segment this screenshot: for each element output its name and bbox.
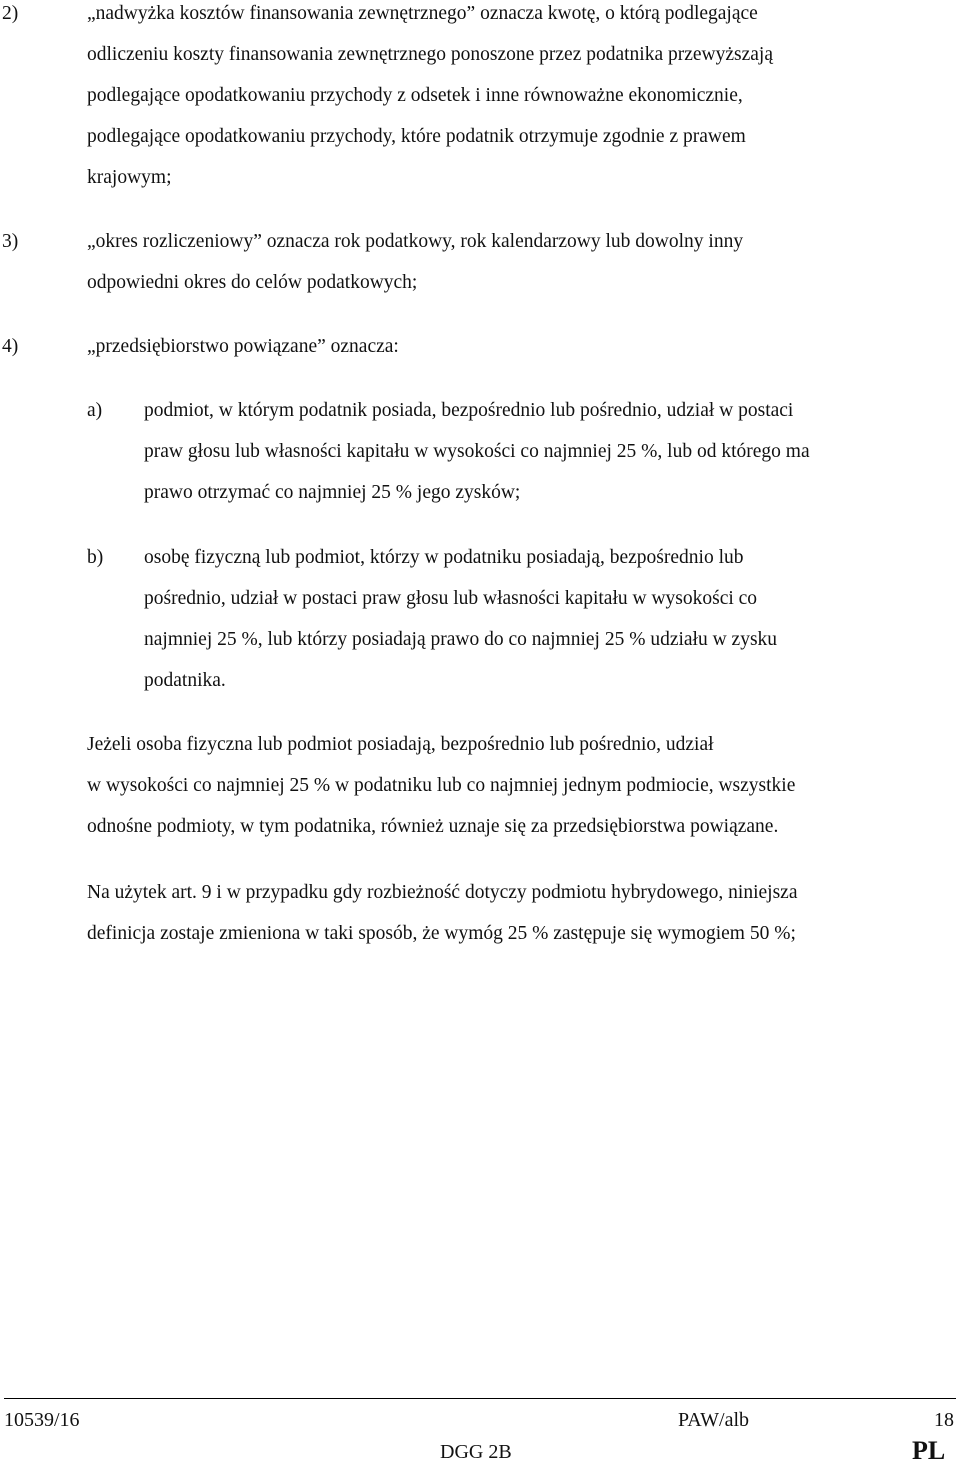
paragraph-line: definicja zostaje zmieniona w taki sposób, że wymóg 25 % zastępuje się wymogiem 50 %; [87,923,796,944]
paragraph-line: Jeżeli osoba fizyczna lub podmiot posiadają, bezpośrednio lub pośrednio, udział [87,734,714,755]
subitem-a-line: podmiot, w którym podatnik posiada, bezpośrednio lub pośrednio, udział w postaci [144,400,794,421]
item2-line: „nadwyżka kosztów finansowania zewnętrznego” oznacza kwotę, o którą podlegające [87,3,758,24]
subitem-a-line: prawo otrzymać co najmniej 25 % jego zysków; [144,482,521,503]
directorate-code: DGG 2B [440,1441,512,1463]
document-number: 10539/16 [4,1409,80,1431]
subitem-letter: b) [87,547,104,568]
item3-line: odpowiedni okres do celów podatkowych; [87,272,418,293]
item2-line: podlegające opodatkowaniu przychody, które podatnik otrzymuje zgodnie z prawem [87,126,746,147]
subitem-letter: a) [87,400,103,421]
author-code: PAW/alb [678,1409,749,1431]
page-number: 18 [934,1409,954,1431]
subitem-b-line: najmniej 25 %, lub którzy posiadają prawo do co najmniej 25 % udziału w zysku [144,629,778,650]
subitem-b-line: podatnika. [144,670,226,691]
subitem-b-line: osobę fizyczną lub podmiot, którzy w podatniku posiadają, bezpośrednio lub [144,547,744,568]
item2-line: podlegające opodatkowaniu przychody z odsetek i inne równoważne ekonomicznie, [87,85,743,106]
item2-line: odliczeniu koszty finansowania zewnętrznego ponoszone przez podatnika przewyższają [87,44,774,65]
item-number: 3) [2,231,19,252]
item2-line: krajowym; [87,167,172,188]
item4-line: „przedsiębiorstwo powiązane” oznacza: [87,336,399,357]
subitem-b-line: pośrednio, udział w postaci praw głosu lub własności kapitału w wysokości co [144,588,758,609]
paragraph-line: Na użytek art. 9 i w przypadku gdy rozbieżność dotyczy podmiotu hybrydowego, niniejsza [87,882,798,903]
language-code: PL [912,1436,946,1465]
subitem-a-line: praw głosu lub własności kapitału w wysokości co najmniej 25 %, lub od którego ma [144,441,810,462]
item3-line: „okres rozliczeniowy” oznacza rok podatkowy, rok kalendarzowy lub dowolny inny [87,231,744,252]
footer-rule [4,1398,956,1399]
paragraph-line: w wysokości co najmniej 25 % w podatniku lub co najmniej jednym podmiocie, wszystkie [87,775,796,796]
paragraph-line: odnośne podmioty, w tym podatnika, również uznaje się za przedsiębiorstwa powiązane. [87,816,779,837]
item-number: 4) [2,336,19,357]
item-number: 2) [2,3,19,24]
